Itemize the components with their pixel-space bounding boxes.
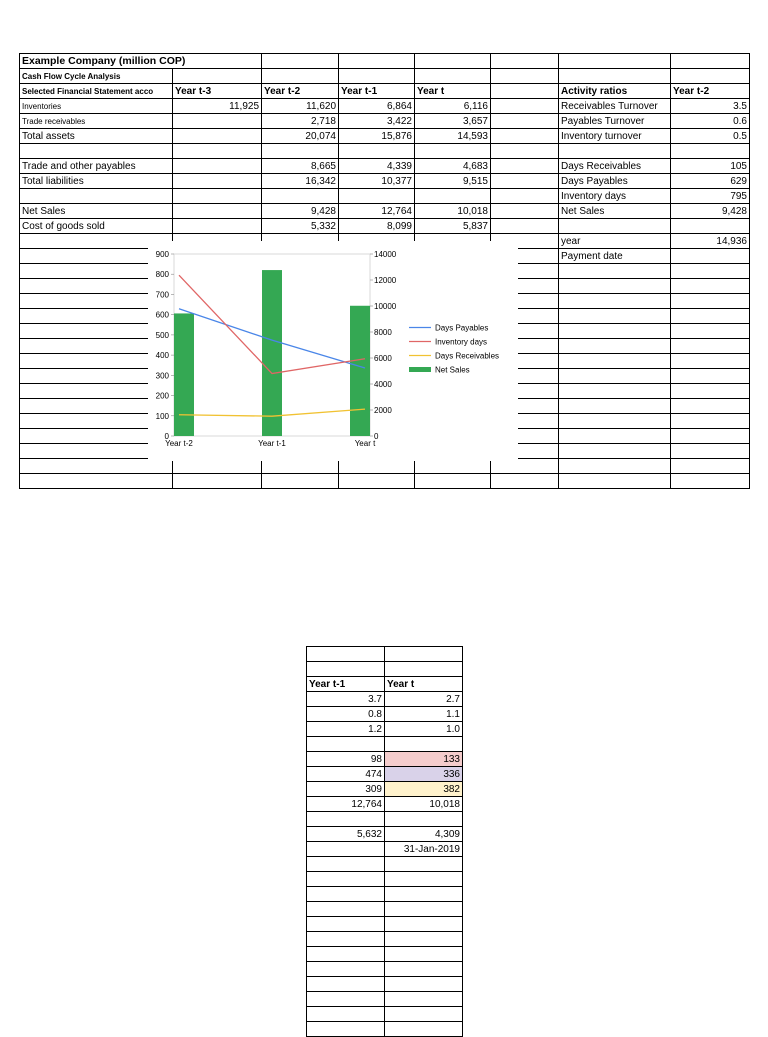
table-row: 12,764 10,018 xyxy=(307,797,463,812)
left-tick-label: 900 xyxy=(155,250,169,259)
left-tick-label: 600 xyxy=(155,310,169,320)
table-row: 1.2 1.0 xyxy=(307,722,463,737)
col-header: Year t xyxy=(385,677,463,692)
table-row: Total liabilities 16,342 10,377 9,515 Days Payables 629 xyxy=(20,174,750,189)
right-tick-label: 4000 xyxy=(374,380,392,389)
table-row: Total assets 20,074 15,876 14,593 Inventory turnover 0.5 xyxy=(20,129,750,144)
header-label: Selected Financial Statement acco xyxy=(20,84,173,99)
table-row: 98 133 xyxy=(307,752,463,767)
right-tick-label: 6000 xyxy=(374,354,392,363)
right-tick-label: 10000 xyxy=(374,302,397,311)
top-sheet-table: Example Company (million COP) Cash Flow Cycle Analysis Selected Financial Statement acco Year t-3 Year t-2 Year t-1 Year t Activity ratios Year t-2 Inventories 11,925 11,620 6,864 6,116 Receivables Turnover 3.5 Trade receivables 2,718 3,422 3,657 Payables Turnover 0.6 Total assets 20,074 15,876 14,593 Inventory turnover 0.5 Trade and other payables 8,665 4,339 4,683 Days Receivables 105 Total liabilities 16,342 10,377 9,515 Days Payables 629 Inventory days 795 Net Sales 9,428 12,764 10,018 Net Sales 9,428 Cost of goods sold 5,332 8,099 5,837 year 14,936 Payment date xyxy=(19,53,750,489)
sheet-title: Example Company (million COP) xyxy=(20,54,262,69)
sheet-subtitle: Cash Flow Cycle Analysis xyxy=(20,69,173,84)
left-tick-label: 300 xyxy=(155,371,169,381)
table-row: 309 382 xyxy=(307,782,463,797)
legend-label: Net Sales xyxy=(435,365,470,375)
net-sales-bar xyxy=(350,306,370,436)
table-row: Cost of goods sold 5,332 8,099 5,837 xyxy=(20,219,750,234)
legend-swatch xyxy=(409,367,431,372)
title-row xyxy=(20,54,750,69)
table-row: Trade and other payables 8,665 4,339 4,683 Days Receivables 105 xyxy=(20,159,750,174)
category-label: Year t-2 xyxy=(165,439,193,448)
table-row: 0.8 1.1 xyxy=(307,707,463,722)
right-tick-label: 12000 xyxy=(374,276,397,285)
legend-label: Days Payables xyxy=(435,323,489,333)
left-tick-label: 500 xyxy=(155,330,169,340)
col-header: Year t-3 xyxy=(173,84,262,99)
category-label: Year t-1 xyxy=(258,439,286,448)
legend-label: Days Receivables xyxy=(435,351,500,361)
category-label: Year t xyxy=(354,439,376,448)
lower-sheet-table xyxy=(306,646,463,1037)
ratios-header: Activity ratios xyxy=(559,84,671,99)
days-and-net-sales-chart[interactable] xyxy=(148,241,518,461)
net-sales-bar xyxy=(262,270,282,436)
highlight-cell: 382 xyxy=(385,782,463,797)
highlight-cell: 336 xyxy=(385,767,463,782)
table-row: 5,632 4,309 xyxy=(307,827,463,842)
ratios-col-header: Year t-2 xyxy=(671,84,750,99)
highlight-cell: 133 xyxy=(385,752,463,767)
column-header-row xyxy=(307,677,463,692)
left-tick-label: 100 xyxy=(155,411,169,421)
right-tick-label: 0 xyxy=(374,432,379,441)
legend-label: Inventory days xyxy=(435,337,488,347)
table-row: Trade receivables 2,718 3,422 3,657 Payables Turnover 0.6 xyxy=(20,114,750,129)
col-header: Year t-2 xyxy=(262,84,339,99)
table-row: 3.7 2.7 xyxy=(307,692,463,707)
left-tick-label: 200 xyxy=(155,391,169,401)
chart-svg xyxy=(148,241,518,461)
left-tick-label: 800 xyxy=(155,270,169,280)
right-tick-label: 2000 xyxy=(374,406,392,415)
table-row xyxy=(307,842,463,857)
right-tick-label: 14000 xyxy=(374,250,397,259)
col-header: Year t xyxy=(415,84,491,99)
left-tick-label: 0 xyxy=(164,432,169,441)
table-row: Net Sales 9,428 12,764 10,018 Net Sales 9,428 xyxy=(20,204,750,219)
col-header: Year t-1 xyxy=(307,677,385,692)
left-tick-label: 400 xyxy=(155,351,169,361)
net-sales-bar xyxy=(174,313,194,436)
col-header: Year t-1 xyxy=(339,84,415,99)
right-tick-label: 8000 xyxy=(374,328,392,337)
table-row: Inventories 11,925 11,620 6,864 6,116 Receivables Turnover 3.5 xyxy=(20,99,750,114)
table-row: 474 336 xyxy=(307,767,463,782)
left-tick-label: 700 xyxy=(155,290,169,300)
payment-date: 31-Jan-2019 xyxy=(385,842,463,857)
column-header-row xyxy=(20,84,750,99)
